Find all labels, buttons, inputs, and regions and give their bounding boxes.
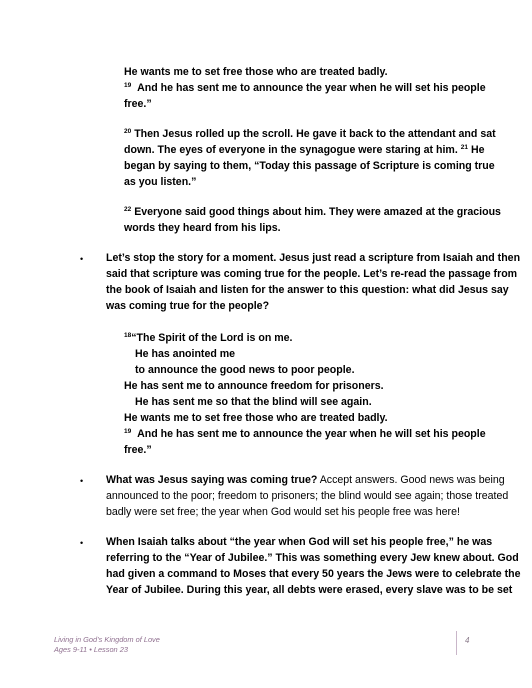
bullet-icon: •	[80, 476, 84, 486]
scripture-text: And he has sent me to announce the year when he will set his people	[137, 82, 486, 94]
instruction-line: had given a command to Moses that every 50 years the Jews were to celebrate the	[106, 568, 521, 580]
scripture-line	[124, 206, 501, 218]
scripture-text: Everyone said good things about him. They were amazed at the gracious	[134, 206, 501, 218]
scripture-line: He wants me to set free those who are treated badly.	[124, 412, 388, 424]
verse-number: 19	[124, 428, 132, 435]
footer-divider	[456, 631, 457, 655]
scripture-line: free.”	[124, 98, 152, 110]
question-text: What was Jesus saying was coming true?	[106, 474, 318, 486]
answer-text: Accept answers. Good news was being	[317, 474, 505, 486]
footer-subtitle: Ages 9-11 • Lesson 23	[54, 645, 128, 654]
scripture-line: to announce the good news to poor people.	[135, 364, 355, 376]
scripture-line	[124, 128, 496, 140]
instruction-line: Let’s stop the story for a moment. Jesus just read a scripture from Isaiah and then	[106, 252, 521, 264]
scripture-text: Then Jesus rolled up the scroll. He gave it back to the attendant and sat	[134, 128, 496, 140]
verse-number: 20	[124, 128, 132, 135]
scripture-line	[124, 428, 486, 440]
scripture-line: He has sent me to announce freedom for prisoners.	[124, 380, 384, 392]
scripture-line: He has sent me so that the blind will see again.	[135, 396, 372, 408]
instruction-line: was coming true for the people?	[106, 300, 270, 312]
instruction-line: said that scripture was coming true for the people. Let’s re-read the passage from	[106, 268, 518, 280]
page-number: 4	[465, 636, 470, 645]
instruction-line: referring to the “Year of Jubilee.” This was something every Jew knew about. God	[106, 552, 519, 564]
instruction-line: Year of Jubilee. During this year, all debts were erased, every slave was to be set	[106, 584, 513, 596]
scripture-text: And he has sent me to announce the year when he will set his people	[137, 428, 486, 440]
scripture-line	[124, 144, 484, 156]
instruction-line: the book of Isaiah and listen for the answer to this question: what did Jesus say	[106, 284, 509, 296]
scripture-line: free.”	[124, 444, 152, 456]
scripture-text: down. The eyes of everyone in the synagogue were staring at him.	[124, 144, 458, 156]
question-line	[106, 474, 505, 486]
scripture-line	[124, 82, 486, 94]
scripture-line: as you listen.”	[124, 176, 197, 188]
scripture-line	[124, 332, 293, 344]
answer-line: badly were set free; the year when God would set his people free was here!	[106, 506, 460, 518]
scripture-line: He has anointed me	[135, 348, 236, 360]
bullet-icon: •	[80, 538, 84, 548]
scripture-text: He	[470, 144, 485, 156]
verse-number: 22	[124, 206, 132, 213]
verse-number: 18	[124, 332, 132, 339]
bullet-icon: •	[80, 254, 84, 264]
scripture-line: began by saying to them, “Today this passage of Scripture is coming true	[124, 160, 495, 172]
instruction-line: When Isaiah talks about “the year when God will set his people free,” he was	[106, 536, 493, 548]
scripture-text: “The Spirit of the Lord is on me.	[131, 332, 293, 344]
verse-number: 21	[460, 144, 468, 151]
verse-number: 19	[124, 82, 132, 89]
answer-line: announced to the poor; freedom to prisoners; the blind would see again; those treated	[106, 490, 509, 502]
scripture-line: words they heard from his lips.	[124, 222, 281, 234]
scripture-line: He wants me to set free those who are treated badly.	[124, 66, 388, 78]
footer-title: Living in God’s Kingdom of Love	[54, 635, 160, 644]
